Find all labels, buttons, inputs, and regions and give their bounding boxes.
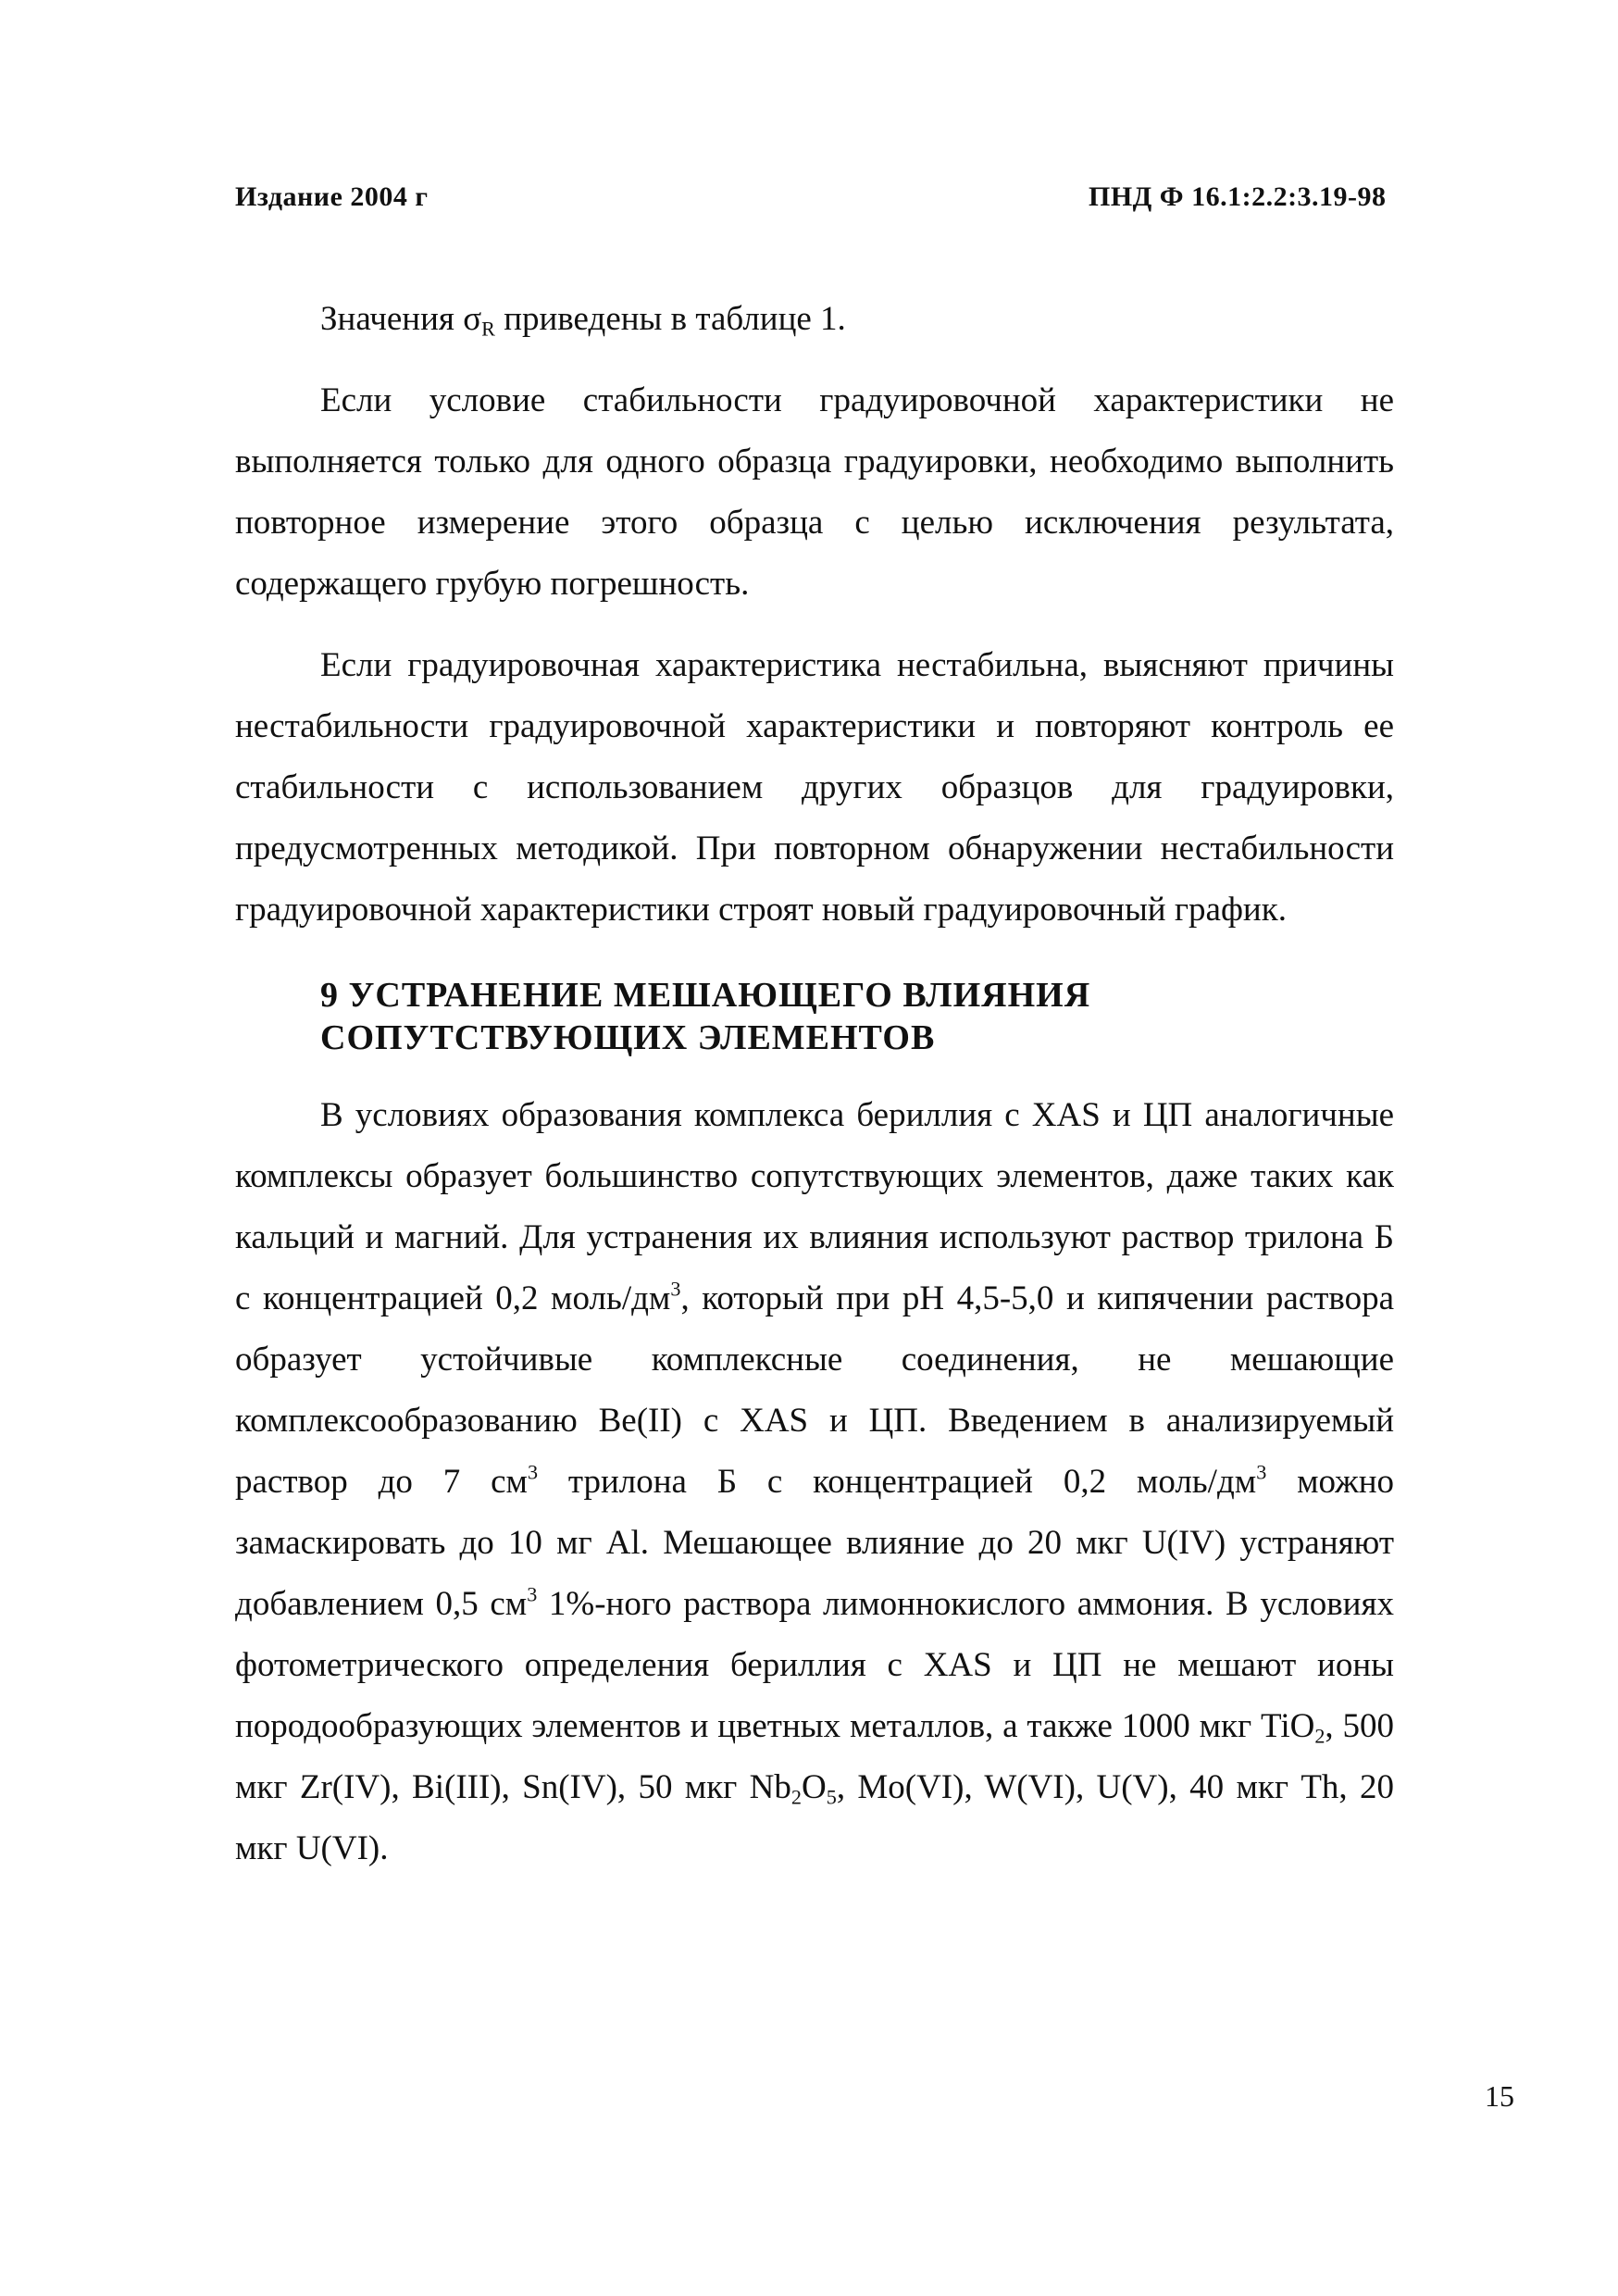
sigma-subscript: R <box>481 317 495 341</box>
body-text <box>235 289 1394 1879</box>
section-heading-line-2: СОПУТСТВУЮЩИХ ЭЛЕМЕНТОВ <box>320 1018 936 1057</box>
paragraph-stability-single-sample: Если условие стабильности градуировочной характеристики не выполняется только для одного образца градуировки, необходимо выполнить повторное измерение этого образца с целью исключения результата, содержащего грубую погрешность. <box>235 381 1394 603</box>
document-code-header: ПНД Ф 16.1:2.2:3.19-98 <box>1089 181 1387 212</box>
sigma-symbol: σ <box>463 300 482 338</box>
section-heading-line-1: 9 УСТРАНЕНИЕ МЕШАЮЩЕГО ВЛИЯНИЯ <box>320 976 1091 1015</box>
p1-text-post: приведены в таблице 1. <box>494 300 846 338</box>
edition-header: Издание 2004 г <box>235 181 429 212</box>
p1-text-pre: Значения <box>320 300 464 338</box>
page-number: 15 <box>1485 2079 1514 2113</box>
paragraph-interference-elimination: В условиях образования комплекса бериллия с XAS и ЦП аналогичные комплексы образует большинство сопутствующих элементов, даже таких как кальций и магний. Для устранения их влияния используют раствор трилона Б с концентрацией 0,2 моль/$дм^3$, который при рН 4,5-5,0 и кипячении раствора образует устойчивые комплексные соединения, не мешающие комплексообразованию Be(II) с XAS и ЦП. Введением в анализируемый раствор до 7 $см^3$ трилона Б с концентрацией 0,2 моль/$дм^3$ можно замаскировать до 10 мг Al. Мешающее влияние до 20 мкг U(IV) устраняют добавлением 0,5 $см^3$ 1%-ного раствора лимоннокислого аммония. В условиях фотометрического определения бериллия с XAS и ЦП не мешают ионы породообразующих элементов и цветных металлов, а также 1000 мкг TiO$_2$, 500 мкг Zr(IV), Bi(III), Sn(IV), 50 мкг $Nb_2O_5$, Mo(VI), W(VI), U(V), 40 мкг Th, 20 мкг U(VI). <box>235 1096 1395 1867</box>
paragraph-sigma-reference <box>235 289 1394 350</box>
section-heading <box>320 974 1394 1059</box>
paragraph-unstable-calibration: Если градуировочная характеристика нестабильна, выясняют причины нестабильности градуировочной характеристики и повторяют контроль ее стабильности с использованием других образцов для градуировки, предусмотренных методикой. При повторном обнаружении нестабильности градуировочной характеристики строят новый градуировочный график. <box>235 646 1394 929</box>
